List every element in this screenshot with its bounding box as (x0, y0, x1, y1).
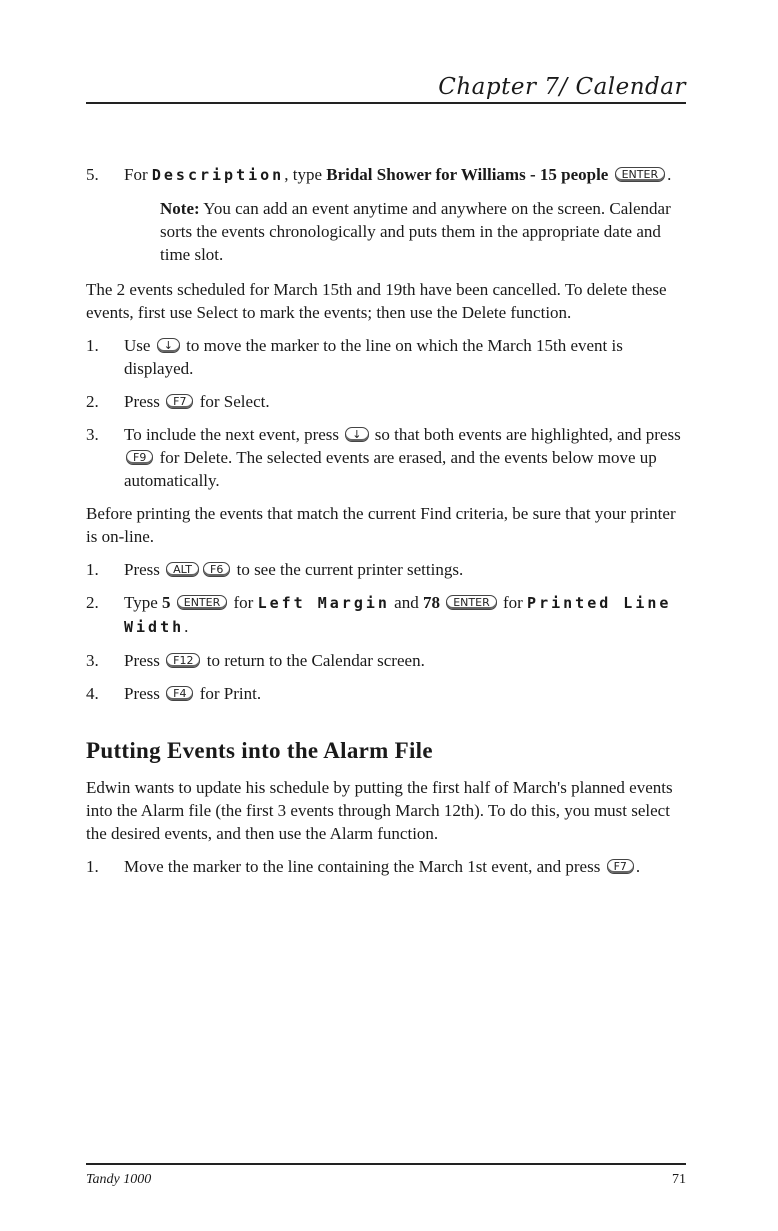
note-text: You can add an event anytime and anywhere on the screen. Calendar sorts the events chronologically and puts them in the appropriate date and time slot. (160, 199, 671, 264)
footer-book-title: Tandy 1000 (86, 1172, 152, 1187)
step-text: for Delete. The selected events are erased, and the events below move up automatically. (124, 448, 657, 490)
step-number: 1. (86, 857, 99, 876)
step-number: 3. (86, 651, 99, 670)
typed-value: 78 (422, 593, 440, 612)
step-1-mark-event (86, 855, 688, 878)
enter-key-icon: ENTER (177, 595, 228, 610)
step-text: . (184, 617, 189, 636)
step-text: for Select. (195, 392, 270, 411)
footer-rule (86, 1163, 686, 1165)
step-2-margins (86, 591, 688, 639)
field-name: Printed Line Width (124, 594, 672, 636)
typed-text: Bridal Shower for Williams - 15 people (326, 165, 609, 184)
down-arrow-key-icon: ↓ (157, 338, 180, 353)
step-number: 5. (86, 165, 99, 184)
field-name: Left Margin (257, 594, 390, 612)
step-text: to see the current printer settings. (232, 560, 464, 579)
note-block (160, 197, 688, 266)
page-content (86, 163, 688, 888)
step-4-print (86, 682, 688, 705)
step-text: For (124, 165, 152, 184)
typed-value: 5 (162, 593, 171, 612)
step-2-select (86, 390, 688, 413)
enter-key-icon: ENTER (615, 167, 666, 182)
down-arrow-key-icon: ↓ (345, 427, 368, 442)
alt-key-icon: ALT (166, 562, 199, 577)
f4-key-icon: F4 (166, 686, 193, 701)
step-text: To include the next event, press (124, 425, 344, 444)
step-text: Press (124, 684, 165, 703)
note-label: Note: (160, 199, 200, 218)
paragraph-alarm-intro: Edwin wants to update his schedule by putting the first half of March's planned events into the Alarm file (the first 3 events through March 12th). To do this, you must select the desired events, and then use the Alarm function. (86, 778, 673, 843)
step-5-description (86, 163, 688, 187)
f12-key-icon: F12 (166, 653, 200, 668)
f7-key-icon: F7 (607, 859, 634, 874)
step-text: for Print. (195, 684, 262, 703)
enter-key-icon: ENTER (446, 595, 497, 610)
f6-key-icon: F6 (203, 562, 230, 577)
step-number: 1. (86, 336, 99, 355)
f7-key-icon: F7 (166, 394, 193, 409)
step-number: 1. (86, 560, 99, 579)
step-text: to return to the Calendar screen. (202, 651, 425, 670)
step-3-return (86, 649, 688, 672)
step-text: Press (124, 560, 165, 579)
step-1-printer-settings (86, 558, 688, 581)
step-text: for (229, 593, 258, 612)
step-text: Press (124, 651, 165, 670)
step-text: for (498, 593, 528, 612)
step-text: , type (284, 165, 327, 184)
step-number: 2. (86, 392, 99, 411)
step-text: . (667, 165, 672, 184)
f9-key-icon: F9 (126, 450, 153, 465)
header-rule (86, 102, 686, 104)
page-number: 71 (672, 1172, 686, 1187)
section-heading: Putting Events into the Alarm File (86, 738, 433, 763)
step-text: so that both events are highlighted, and press (370, 425, 681, 444)
step-text: . (635, 857, 641, 876)
step-text: Press (124, 392, 165, 411)
paragraph-delete-intro: The 2 events scheduled for March 15th and 19th have been cancelled. To delete these events, first use Select to mark the events; then use the Delete function. (86, 280, 667, 322)
step-3-delete (86, 423, 688, 492)
chapter-header: Chapter 7/ Calendar (438, 74, 686, 100)
step-number: 3. (86, 425, 99, 444)
field-name: Description (151, 166, 285, 184)
paragraph-print-intro: Before printing the events that match the current Find criteria, be sure that your printer is on-line. (86, 504, 676, 546)
step-text: Move the marker to the line containing the March 1st event, and press (124, 857, 605, 876)
step-text: to move the marker to the line on which the March 15th event is displayed. (124, 336, 623, 378)
step-number: 4. (86, 684, 99, 703)
step-number: 2. (86, 593, 99, 612)
step-text: Use (124, 336, 155, 355)
step-1-move-marker (86, 334, 688, 380)
step-text: and (389, 593, 423, 612)
step-text: Type (124, 593, 162, 612)
